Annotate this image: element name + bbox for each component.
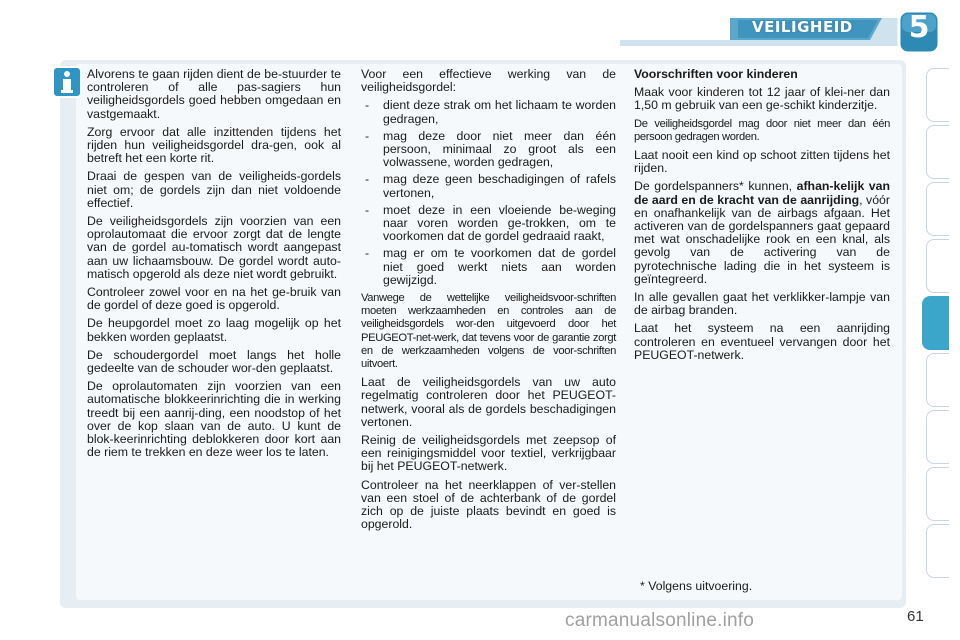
paragraph: De veiligheidsgordels zijn voorzien van een oprolautomaat die ervoor zorgt dat de lengte van de gordel au-tomatisch wordt aangepast aan uw lichaamsbouw. De gordel wordt auto-matisch opgerold als deze niet wordt gebruikt. bbox=[87, 214, 341, 281]
list-item: - mag deze geen beschadigingen of rafels vertonen, bbox=[361, 173, 616, 199]
side-tab-6[interactable] bbox=[926, 353, 949, 407]
paragraph: Laat nooit een kind op schoot zitten tijdens het rijden. bbox=[634, 148, 890, 176]
paragraph: Alvorens te gaan rijden dient de be-stuurder te controleren of alle pas-sagiers hun veiligheidsgordels goed hebben omgedaan en vastgemaakt. bbox=[87, 67, 341, 121]
legal-warning: Vanwege de wettelijke veiligheidsvoor-schriften moeten werkzaamheden en controles aan de veiligheidsgordels wor-den uitgevoerd door het PEUGEOT-net-werk, dat tevens voor de garantie zorgt en de werkzaamheden volgens de voor-schriften uitvoert. bbox=[361, 292, 616, 371]
intro-paragraph: Voor een effectieve werking van de veiligheidsgordel: bbox=[361, 67, 616, 95]
section-heading: Voorschriften voor kinderen bbox=[634, 67, 798, 81]
page-number: 61 bbox=[907, 608, 924, 625]
side-tab-4[interactable] bbox=[926, 239, 949, 293]
paragraph: De schoudergordel moet langs het holle gedeelte van de schouder wor-den geplaatst. bbox=[87, 347, 341, 376]
paragraph: Laat de veiligheidsgordels van uw auto regelmatig controleren door het PEUGEOT-netwerk, vooral als de gordels beschadigingen vertonen. bbox=[361, 375, 616, 429]
column-1 bbox=[87, 68, 341, 464]
side-tab-1[interactable] bbox=[926, 68, 949, 122]
paragraph: Controleer zowel voor en na het ge-bruik van de gordel of deze goed is opgerold. bbox=[87, 285, 341, 313]
chapter-number: 5 bbox=[908, 10, 930, 45]
list-item: - dient deze strak om het lichaam te worden gedragen, bbox=[361, 99, 616, 125]
side-tab-7[interactable] bbox=[926, 410, 949, 464]
info-icon bbox=[52, 66, 82, 98]
list-item: - moet deze in een vloeiende be-weging naar voren worden ge-trokken, om te voorkomen dat de gordel gedraaid raakt, bbox=[361, 204, 616, 244]
pretensioner-paragraph bbox=[634, 180, 890, 286]
text-run: De gordelspanners* kunnen, bbox=[634, 179, 793, 194]
side-tab-3[interactable] bbox=[926, 182, 949, 236]
text-run: , vóór en onafhankelijk van de airbags afgaan. Het activeren van de gordelspanners gaat gepaard met wat onschadelijke rook en een knal, als gevolg van de activering van de pyrotechnische lading die in het systeem is geïntegreerd. bbox=[634, 192, 890, 286]
side-tab-9[interactable] bbox=[926, 524, 949, 578]
paragraph: De heupgordel moet zo laag mogelijk op het bekken worden geplaatst. bbox=[87, 316, 341, 344]
bold-text-run: afhan-kelijk van de aard en de kracht van de aanrijding bbox=[634, 179, 890, 207]
list-item: - mag deze door niet meer dan één persoon, minimaal zo groot als een volwassene, worden gedragen, bbox=[361, 130, 616, 170]
requirements-list bbox=[361, 99, 616, 287]
column-3 bbox=[634, 68, 890, 367]
chapter-title: VEILIGHEID bbox=[752, 18, 853, 36]
side-tab-2[interactable] bbox=[926, 125, 949, 179]
small-note: De veiligheidsgordel mag door niet meer dan één persoon gedragen worden. bbox=[634, 117, 890, 143]
paragraph: Maak voor kinderen tot 12 jaar of klei-ner dan 1,50 m gebruik van een ge-schikt kinderzitje. bbox=[634, 85, 890, 113]
paragraph: Draai de gespen van de veiligheids-gordels niet om; de gordels zijn dan niet voldoende effectief. bbox=[87, 169, 341, 210]
watermark: carmanualsonline.info bbox=[565, 610, 755, 631]
side-tab-5-active[interactable] bbox=[922, 296, 949, 350]
paragraph: De oprolautomaten zijn voorzien van een automatische blokkeerinrichting die in werking treedt bij een aanrij-ding, een noodstop of het over de kop slaan van de auto. U kunt de blok-keerinrichting deblokkeren door kort aan de riem te trekken en deze weer los te laten. bbox=[87, 379, 341, 460]
side-tab-8[interactable] bbox=[926, 467, 949, 521]
paragraph: In alle gevallen gaat het verklikker-lampje van de airbag branden. bbox=[634, 290, 890, 318]
paragraph: Zorg ervoor dat alle inzittenden tijdens het rijden hun veiligheidsgordel dra-gen, ook al betreft het een korte rit. bbox=[87, 124, 341, 166]
chapter-side-tabs bbox=[926, 68, 948, 576]
paragraph: Reinig de veiligheidsgordels met zeepsop of een reinigingsmiddel voor textiel, verkrijgbaar bij het PEUGEOT-netwerk. bbox=[361, 433, 616, 474]
paragraph: Laat het systeem na een aanrijding controleren en eventueel vervangen door het PEUGEOT-netwerk. bbox=[634, 321, 890, 362]
footnote: * Volgens uitvoering. bbox=[640, 579, 753, 593]
column-2 bbox=[361, 68, 616, 537]
list-item: - mag er om te voorkomen dat de gordel niet goed werkt niets aan worden gewijzigd. bbox=[361, 247, 616, 287]
paragraph: Controleer na het neerklappen of ver-stellen van een stoel of de achterbank of de gordel zich op de juiste plaats bevindt en goed is opgerold. bbox=[361, 477, 616, 532]
